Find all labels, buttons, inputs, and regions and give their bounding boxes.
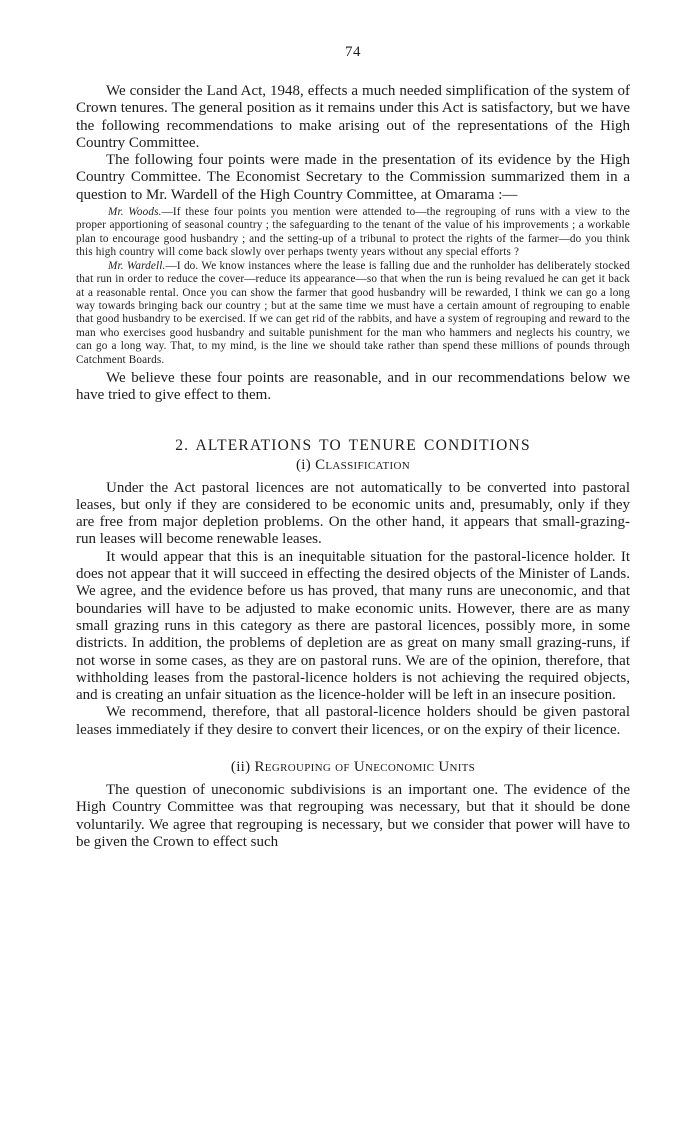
subsection-label: (ii)	[230, 759, 251, 775]
conclusion-paragraph: We believe these four points are reasonable, and in our recommendations below we have tried to give effect to them.	[76, 369, 630, 404]
document-page	[76, 44, 630, 851]
classification-paragraph-3: We recommend, therefore, that all pastoral-licence holders should be given pastoral leases immediately if they desire to convert their licences, or on the expiry of their licence.	[76, 704, 630, 738]
section-heading: 2. ALTERATIONS TO TENURE CONDITIONS	[175, 436, 531, 454]
intro-paragraph-1: We consider the Land Act, 1948, effects a much needed simplification of the system of Crown tenures. The general position as it remains under this Act is satisfactory, but we have the following recommendations to make arising out of the representations of the High Country Committee.	[76, 83, 630, 151]
testimony-text: —If these four points you mention were attended to—the regrouping of runs with a view to the proper apportioning of seasonal country ; the safeguarding to the tenant of the value of his improvements ; a workable plan to encourage good husbandry ; and the setting-up of a tribunal to protect the rights of the farmer—do you think this high country will come back slowly over perhaps twenty years without any special efforts ?	[76, 206, 630, 259]
subsection-title: Classification	[315, 456, 410, 473]
subsection-title: Regrouping of Uneconomic Units	[254, 759, 476, 775]
intro-paragraph-2: The following four points were made in the presentation of its evidence by the High Country Committee. The Economist Secretary to the Commission summarized them in a question to Mr. Wardell of the High Country Committee, at Omarama :—	[76, 152, 630, 203]
subsection-heading-regrouping	[76, 759, 630, 776]
classification-paragraph-2: It would appear that this is an inequitable situation for the pastoral-licence holder. It does not appear that it will succeed in effecting the desired objects of the Minister of Lands. We agree, and the evidence before us has proved, that many runs are uneconomic, and that boundaries will have to be adjusted to make economic units. However, there are as many small grazing runs in this category as there are pastoral licences, possibly more, in some districts. In addition, the problems of depletion are as great on many small grazing-runs, if not worse in some cases, as they are on pastoral runs. We are of the opinion, therefore, that withholding leases from the pastoral-licence holders is not achieving the required objects, and is creating an unfair situation as the licence-holder will be left in an insecure position.	[76, 548, 630, 704]
classification-paragraph-1: Under the Act pastoral licences are not automatically to be converted into pastoral leases, but only if they are considered to be economic units and, presumably, only if they are free from major depletion problems. On the other hand, it appears that small-grazing-run leases will become renewable leases.	[76, 479, 630, 548]
subsection-label: (i)	[295, 456, 312, 473]
subsection-heading-classification	[76, 457, 630, 474]
testimony-woods	[76, 206, 630, 260]
testimony-text: —I do. We know instances where the lease is falling due and the runholder has deliberately stocked that run in order to reduce the cover—reduce its appearance—so that when the run is being revalued he can get it back at a reasonable rental. Once you can show the farmer that good husbandry will be rewarded, I think we can go a long way towards bringing back our country ; but at the same time we must have a certain amount of regrouping to enable that good husbandry to be exercised. If we can get rid of the rabbits, and have a system of regrouping and reward to the man who exercises good husbandry and suitable punishment for the man who hammers and neglects his country, we can go a long way. That, to my mind, is the line we should take rather than spend these millions of pounds through Catchment Boards.	[76, 259, 630, 366]
regrouping-paragraph-1: The question of uneconomic subdivisions is an important one. The evidence of the High Country Committee was that regrouping was necessary, but that it should be done voluntarily. We agree that regrouping is necessary, but we consider that power will have to be given the Crown to effect such	[76, 782, 630, 850]
testimony-wardell	[76, 260, 630, 367]
page-number: 74	[345, 44, 361, 60]
speaker-name: Mr. Woods.	[108, 206, 162, 219]
speaker-name: Mr. Wardell.	[108, 259, 166, 272]
